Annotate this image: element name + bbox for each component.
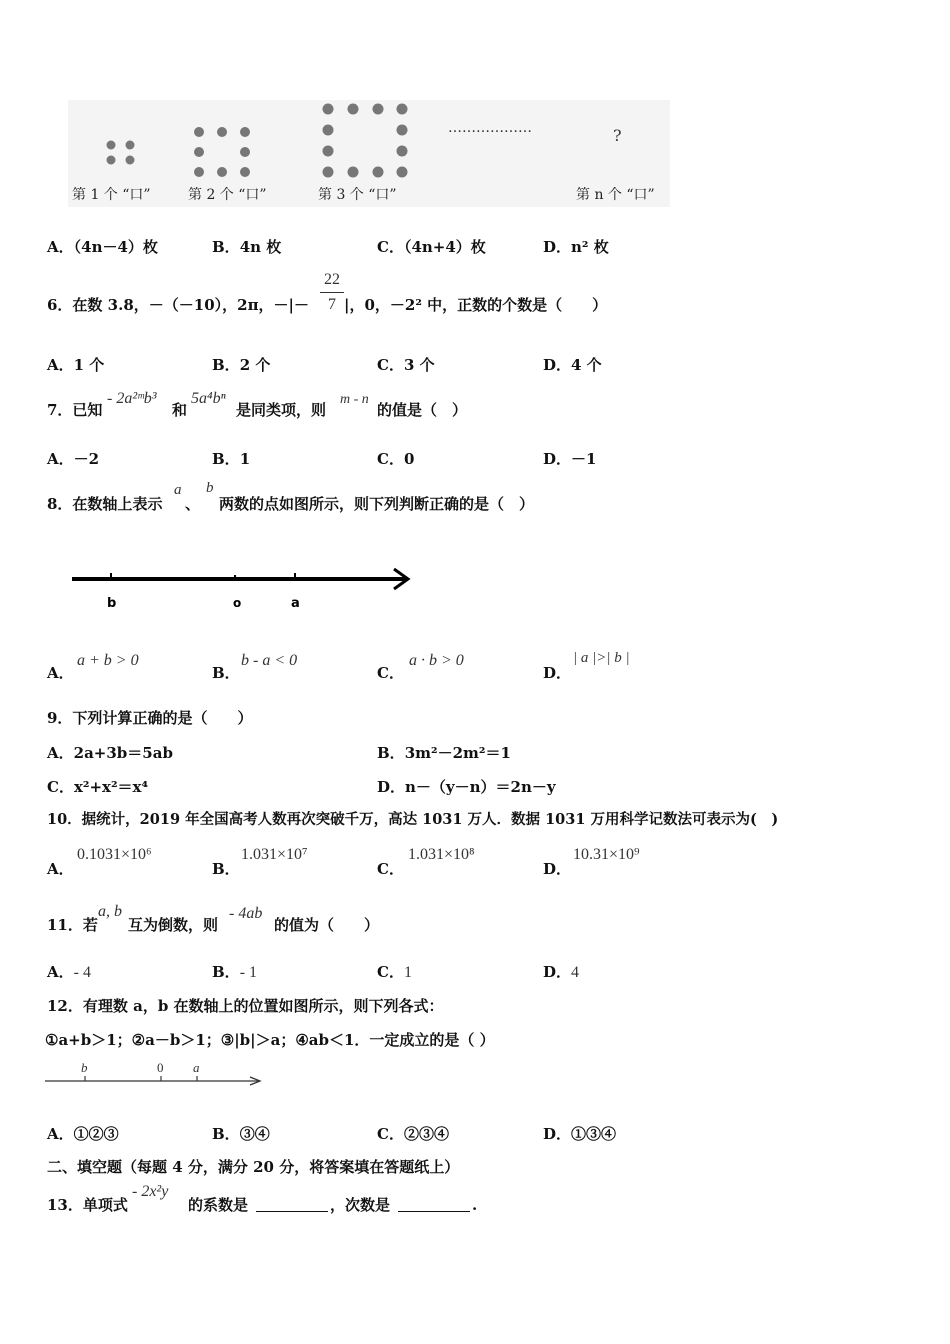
dot-pattern-figure xyxy=(68,100,670,207)
q10-option-b-letter[interactable]: B． xyxy=(212,860,240,878)
q8-var-b: b xyxy=(206,480,214,496)
q8-option-d[interactable]: | a |>| b | xyxy=(573,650,630,666)
q9-stem: 9．下列计算正确的是（ ） xyxy=(47,709,253,727)
caption-n: 第 n 个 “口” xyxy=(576,187,655,203)
q12-conditions: ①a+b＞1；②a－b＞1；③|b|＞a；④ab＜1．一定成立的是（ ） xyxy=(45,1031,495,1049)
q10-option-c[interactable]: 1.031×10⁸ xyxy=(408,846,475,863)
q5-options xyxy=(47,236,907,260)
q10-options xyxy=(47,846,907,880)
q8-options xyxy=(47,650,907,684)
q11-prefix: 11．若 xyxy=(47,916,98,934)
q11-option-c[interactable]: C．1 xyxy=(377,963,412,981)
caption-3: 第 3 个 “口” xyxy=(318,187,397,203)
q8-var-a: a xyxy=(174,482,182,498)
q13-mid2: ，次数是 xyxy=(330,1196,391,1214)
q7-term1: - 2a²ᵐb³ xyxy=(107,390,157,407)
q7-mid2: 是同类项，则 xyxy=(236,401,327,419)
q10-option-a[interactable]: 0.1031×10⁶ xyxy=(77,846,152,863)
q6-frac-den: 7 xyxy=(328,296,336,313)
caption-2: 第 2 个 “口” xyxy=(188,187,267,203)
q8-option-b[interactable]: b - a < 0 xyxy=(241,652,298,669)
q12-option-a[interactable]: A．①②③ xyxy=(47,1125,119,1143)
q13-mid: 的系数是 xyxy=(188,1196,249,1214)
q8-number-line xyxy=(68,564,418,614)
section-2-title: 二、填空题（每题 4 分，满分 20 分，将答案填在答题纸上） xyxy=(47,1158,460,1176)
q8-label-a: a xyxy=(291,596,300,611)
q11-option-a[interactable]: A．- 4 xyxy=(47,963,91,981)
q13-prefix: 13．单项式 xyxy=(47,1196,128,1214)
q6-stem-suffix: |，0，－2² 中，正数的个数是（ ） xyxy=(344,296,608,314)
q6-frac-num: 22 xyxy=(324,271,340,288)
q12-option-b[interactable]: B．③④ xyxy=(212,1125,270,1143)
q11-vars: a, b xyxy=(98,903,122,920)
q7-term2: 5a⁴bⁿ xyxy=(191,390,226,407)
q10-option-d[interactable]: 10.31×10⁹ xyxy=(573,846,640,863)
q7-prefix: 7．已知 xyxy=(47,401,103,419)
q9-option-b[interactable]: B．3m²－2m²＝1 xyxy=(377,744,511,762)
q10-stem: 10．据统计，2019 年全国高考人数再次突破千万，高达 1031 万人．数据 1031 万用科学记数法可表示为( ) xyxy=(47,811,779,828)
q9-option-d[interactable]: D．n－（y－n）＝2n－y xyxy=(377,778,556,796)
q8-label-b: b xyxy=(107,596,117,611)
q5-option-d[interactable]: D．n² 枚 xyxy=(543,238,609,256)
q12-options xyxy=(47,1123,907,1147)
q7-expr: m - n xyxy=(340,392,369,407)
q6-stem-prefix: 6．在数 3.8，－（－10），2π，－|－ xyxy=(47,296,310,314)
caption-1: 第 1 个 “口” xyxy=(72,187,151,203)
q6-option-c[interactable]: C．3 个 xyxy=(377,356,435,374)
q7-option-a[interactable]: A．－2 xyxy=(47,450,100,468)
pattern-3 xyxy=(323,104,408,178)
q7-option-b[interactable]: B．1 xyxy=(212,450,251,468)
q12-option-d[interactable]: D．①③④ xyxy=(543,1125,617,1143)
q11-options xyxy=(47,961,907,985)
q6-option-b[interactable]: B．2 个 xyxy=(212,356,271,374)
pattern-1 xyxy=(107,141,135,165)
q10-option-c-letter[interactable]: C． xyxy=(377,860,404,878)
q12-label-a: a xyxy=(193,1060,200,1075)
q8-option-a-letter[interactable]: A． xyxy=(47,664,74,682)
q13-blank-degree[interactable] xyxy=(398,1199,470,1212)
q6-options xyxy=(47,354,907,378)
q8-option-c-letter[interactable]: C． xyxy=(377,664,404,682)
q8-option-c[interactable]: a · b > 0 xyxy=(409,652,464,669)
q11-expr: - 4ab xyxy=(229,905,263,922)
q6-option-a[interactable]: A．1 个 xyxy=(47,356,105,374)
q13-end: . xyxy=(472,1196,478,1214)
q7-options xyxy=(47,448,907,472)
q6-fraction xyxy=(320,270,344,315)
q12-stem: 12．有理数 a，b 在数轴上的位置如图所示，则下列各式： xyxy=(47,997,444,1015)
q13-blank-coefficient[interactable] xyxy=(256,1199,328,1212)
pattern-2 xyxy=(194,127,250,177)
q5-option-b[interactable]: B．4n 枚 xyxy=(212,238,282,256)
q8-prefix: 8．在数轴上表示 xyxy=(47,495,163,513)
q8-suffix: 两数的点如图所示，则下列判断正确的是（ ） xyxy=(219,495,535,513)
q13-expr: - 2x²y xyxy=(132,1183,169,1200)
q11-mid: 互为倒数，则 xyxy=(128,916,219,934)
q7-option-d[interactable]: D．－1 xyxy=(543,450,597,468)
q8-option-a[interactable]: a + b > 0 xyxy=(77,652,139,669)
q7-suffix: 的值是（ ） xyxy=(377,401,468,419)
q11-suffix: 的值为（ ） xyxy=(274,916,380,934)
ellipsis: ……………… xyxy=(448,120,532,136)
q11-option-b[interactable]: B．- 1 xyxy=(212,963,258,981)
q9-options-row1 xyxy=(47,742,907,766)
q12-label-0: 0 xyxy=(157,1060,164,1075)
q7-option-c[interactable]: C．0 xyxy=(377,450,415,468)
q12-number-line xyxy=(44,1058,266,1090)
q6-option-d[interactable]: D．4 个 xyxy=(543,356,602,374)
q9-option-a[interactable]: A．2a+3b＝5ab xyxy=(47,744,173,762)
q9-options-row2 xyxy=(47,776,907,800)
q11-option-d[interactable]: D．4 xyxy=(543,963,580,981)
q7-mid: 和 xyxy=(172,401,188,419)
q9-option-c[interactable]: C．x²+x²＝x⁴ xyxy=(47,778,149,796)
q5-option-a[interactable]: A．（4n－4）枚 xyxy=(47,238,158,256)
q12-label-b: b xyxy=(81,1060,88,1075)
question-mark: ? xyxy=(613,126,622,145)
q10-option-b[interactable]: 1.031×10⁷ xyxy=(241,846,308,863)
q5-option-c[interactable]: C．（4n+4）枚 xyxy=(377,238,486,256)
q8-label-o: o xyxy=(233,596,242,610)
q8-option-d-letter[interactable]: D． xyxy=(543,664,572,682)
q12-option-c[interactable]: C．②③④ xyxy=(377,1125,449,1143)
q10-option-d-letter[interactable]: D． xyxy=(543,860,572,878)
q8-sep: 、 xyxy=(185,495,201,513)
q8-option-b-letter[interactable]: B． xyxy=(212,664,240,682)
q10-option-a-letter[interactable]: A． xyxy=(47,860,74,878)
